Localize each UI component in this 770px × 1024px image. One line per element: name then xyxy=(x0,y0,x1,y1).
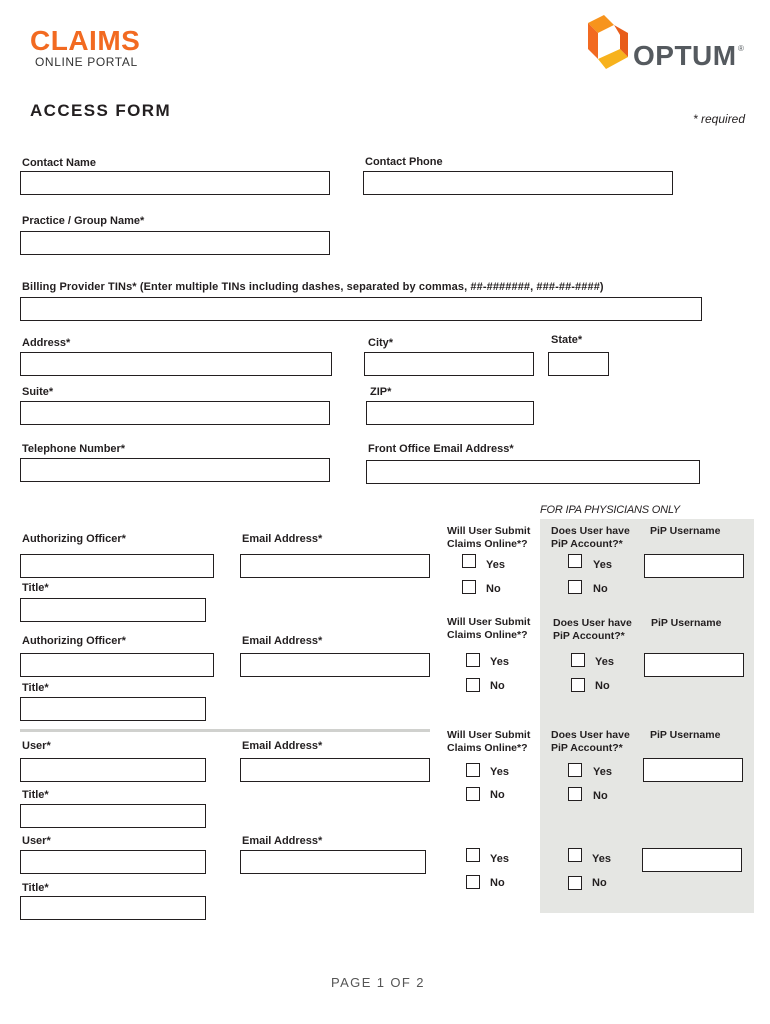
submit-claims-1-no-checkbox[interactable] xyxy=(462,580,476,594)
contact-name-label: Contact Name xyxy=(22,157,96,169)
submit-claims-4-yes-label: Yes xyxy=(490,853,509,865)
zip-label: ZIP* xyxy=(370,386,392,398)
billing-tin-field[interactable] xyxy=(20,297,702,321)
pip-account-3-question-line1: Does User have xyxy=(551,729,630,741)
submit-claims-2-yes-checkbox[interactable] xyxy=(466,653,480,667)
email-4-field[interactable] xyxy=(240,850,426,874)
pip-account-2-question-line2: PiP Account?* xyxy=(553,630,625,642)
submit-claims-3-yes-checkbox[interactable] xyxy=(466,763,480,777)
contact-name-field[interactable] xyxy=(20,171,330,195)
title-2-label: Title* xyxy=(22,682,49,694)
telephone-field[interactable] xyxy=(20,458,330,482)
optum-logo-icon xyxy=(584,15,632,75)
email-1-label: Email Address* xyxy=(242,533,323,545)
pip-username-3-field[interactable] xyxy=(643,758,743,782)
title-1-field[interactable] xyxy=(20,598,206,622)
pip-account-3-question-line2: PiP Account?* xyxy=(551,742,623,754)
address-label: Address* xyxy=(22,337,71,349)
pip-account-4-no-checkbox[interactable] xyxy=(568,876,582,890)
pip-account-2-no-checkbox[interactable] xyxy=(571,678,585,692)
submit-claims-1-question-line2: Claims Online*? xyxy=(447,538,528,550)
suite-label: Suite* xyxy=(22,386,54,398)
zip-field[interactable] xyxy=(366,401,534,425)
pip-account-1-yes-checkbox[interactable] xyxy=(568,554,582,568)
submit-claims-2-no-label: No xyxy=(490,680,505,692)
pip-username-1-label: PiP Username xyxy=(650,525,721,537)
user-2-label: User* xyxy=(22,835,51,847)
authorizing-officer-2-field[interactable] xyxy=(20,653,214,677)
email-2-field[interactable] xyxy=(240,653,430,677)
submit-claims-3-question-line2: Claims Online*? xyxy=(447,742,528,754)
contact-phone-label: Contact Phone xyxy=(365,156,443,168)
pip-account-1-yes-label: Yes xyxy=(593,559,612,571)
pip-account-1-no-checkbox[interactable] xyxy=(568,580,582,594)
title-4-label: Title* xyxy=(22,882,49,894)
section-divider xyxy=(20,729,430,732)
email-4-label: Email Address* xyxy=(242,835,323,847)
page-number: PAGE 1 OF 2 xyxy=(331,975,425,990)
practice-name-label: Practice / Group Name* xyxy=(22,215,145,227)
submit-claims-4-no-checkbox[interactable] xyxy=(466,875,480,889)
pip-account-2-question-line1: Does User have xyxy=(553,617,632,629)
billing-tin-label: Billing Provider TINs* (Enter multiple TINs including dashes, separated by commas, ##-#######, ###-##-####) xyxy=(22,281,604,293)
registered-mark: ® xyxy=(738,44,744,53)
submit-claims-3-question-line1: Will User Submit xyxy=(447,729,531,741)
email-3-field[interactable] xyxy=(240,758,430,782)
submit-claims-4-no-label: No xyxy=(490,877,505,889)
submit-claims-1-yes-label: Yes xyxy=(486,559,505,571)
claims-logo-subtitle: ONLINE PORTAL xyxy=(35,55,138,69)
submit-claims-1-question-line1: Will User Submit xyxy=(447,525,531,537)
authorizing-officer-1-label: Authorizing Officer* xyxy=(22,533,126,545)
contact-phone-field[interactable] xyxy=(363,171,673,195)
pip-account-2-no-label: No xyxy=(595,680,610,692)
submit-claims-3-no-checkbox[interactable] xyxy=(466,787,480,801)
email-1-field[interactable] xyxy=(240,554,430,578)
optum-logo-text: OPTUM xyxy=(633,40,737,71)
pip-account-2-yes-checkbox[interactable] xyxy=(571,653,585,667)
city-field[interactable] xyxy=(364,352,534,376)
email-3-label: Email Address* xyxy=(242,740,323,752)
pip-account-4-yes-checkbox[interactable] xyxy=(568,848,582,862)
title-3-label: Title* xyxy=(22,789,49,801)
submit-claims-1-no-label: No xyxy=(486,583,501,595)
submit-claims-4-yes-checkbox[interactable] xyxy=(466,848,480,862)
practice-name-field[interactable] xyxy=(20,231,330,255)
authorizing-officer-2-label: Authorizing Officer* xyxy=(22,635,126,647)
state-field[interactable] xyxy=(548,352,609,376)
form-title: ACCESS FORM xyxy=(30,101,172,120)
user-1-field[interactable] xyxy=(20,758,206,782)
title-4-field[interactable] xyxy=(20,896,206,920)
state-label: State* xyxy=(551,334,583,346)
pip-account-4-no-label: No xyxy=(592,877,607,889)
front-office-email-label: Front Office Email Address* xyxy=(368,443,514,455)
pip-account-4-yes-label: Yes xyxy=(592,853,611,865)
pip-account-3-yes-label: Yes xyxy=(593,766,612,778)
pip-username-1-field[interactable] xyxy=(644,554,744,578)
address-field[interactable] xyxy=(20,352,332,376)
title-3-field[interactable] xyxy=(20,804,206,828)
pip-account-1-no-label: No xyxy=(593,583,608,595)
claims-logo-text: CLAIMS xyxy=(30,25,141,56)
pip-account-1-question-line2: PiP Account?* xyxy=(551,538,623,550)
pip-username-2-field[interactable] xyxy=(644,653,744,677)
user-2-field[interactable] xyxy=(20,850,206,874)
pip-account-3-yes-checkbox[interactable] xyxy=(568,763,582,777)
suite-field[interactable] xyxy=(20,401,330,425)
authorizing-officer-1-field[interactable] xyxy=(20,554,214,578)
submit-claims-2-no-checkbox[interactable] xyxy=(466,678,480,692)
submit-claims-2-question-line1: Will User Submit xyxy=(447,616,531,628)
user-1-label: User* xyxy=(22,740,51,752)
city-label: City* xyxy=(368,337,394,349)
pip-account-1-question-line1: Does User have xyxy=(551,525,630,537)
pip-username-2-label: PiP Username xyxy=(651,617,722,629)
required-note: * required xyxy=(693,112,746,126)
submit-claims-2-question-line2: Claims Online*? xyxy=(447,629,528,641)
pip-username-4-field[interactable] xyxy=(642,848,742,872)
pip-account-3-no-label: No xyxy=(593,790,608,802)
submit-claims-3-no-label: No xyxy=(490,789,505,801)
submit-claims-1-yes-checkbox[interactable] xyxy=(462,554,476,568)
submit-claims-2-yes-label: Yes xyxy=(490,656,509,668)
title-1-label: Title* xyxy=(22,582,49,594)
title-2-field[interactable] xyxy=(20,697,206,721)
front-office-email-field[interactable] xyxy=(366,460,700,484)
pip-username-3-label: PiP Username xyxy=(650,729,721,741)
submit-claims-3-yes-label: Yes xyxy=(490,766,509,778)
ipa-physicians-heading: FOR IPA PHYSICIANS ONLY xyxy=(540,504,680,516)
email-2-label: Email Address* xyxy=(242,635,323,647)
telephone-label: Telephone Number* xyxy=(22,443,126,455)
pip-account-2-yes-label: Yes xyxy=(595,656,614,668)
pip-account-3-no-checkbox[interactable] xyxy=(568,787,582,801)
